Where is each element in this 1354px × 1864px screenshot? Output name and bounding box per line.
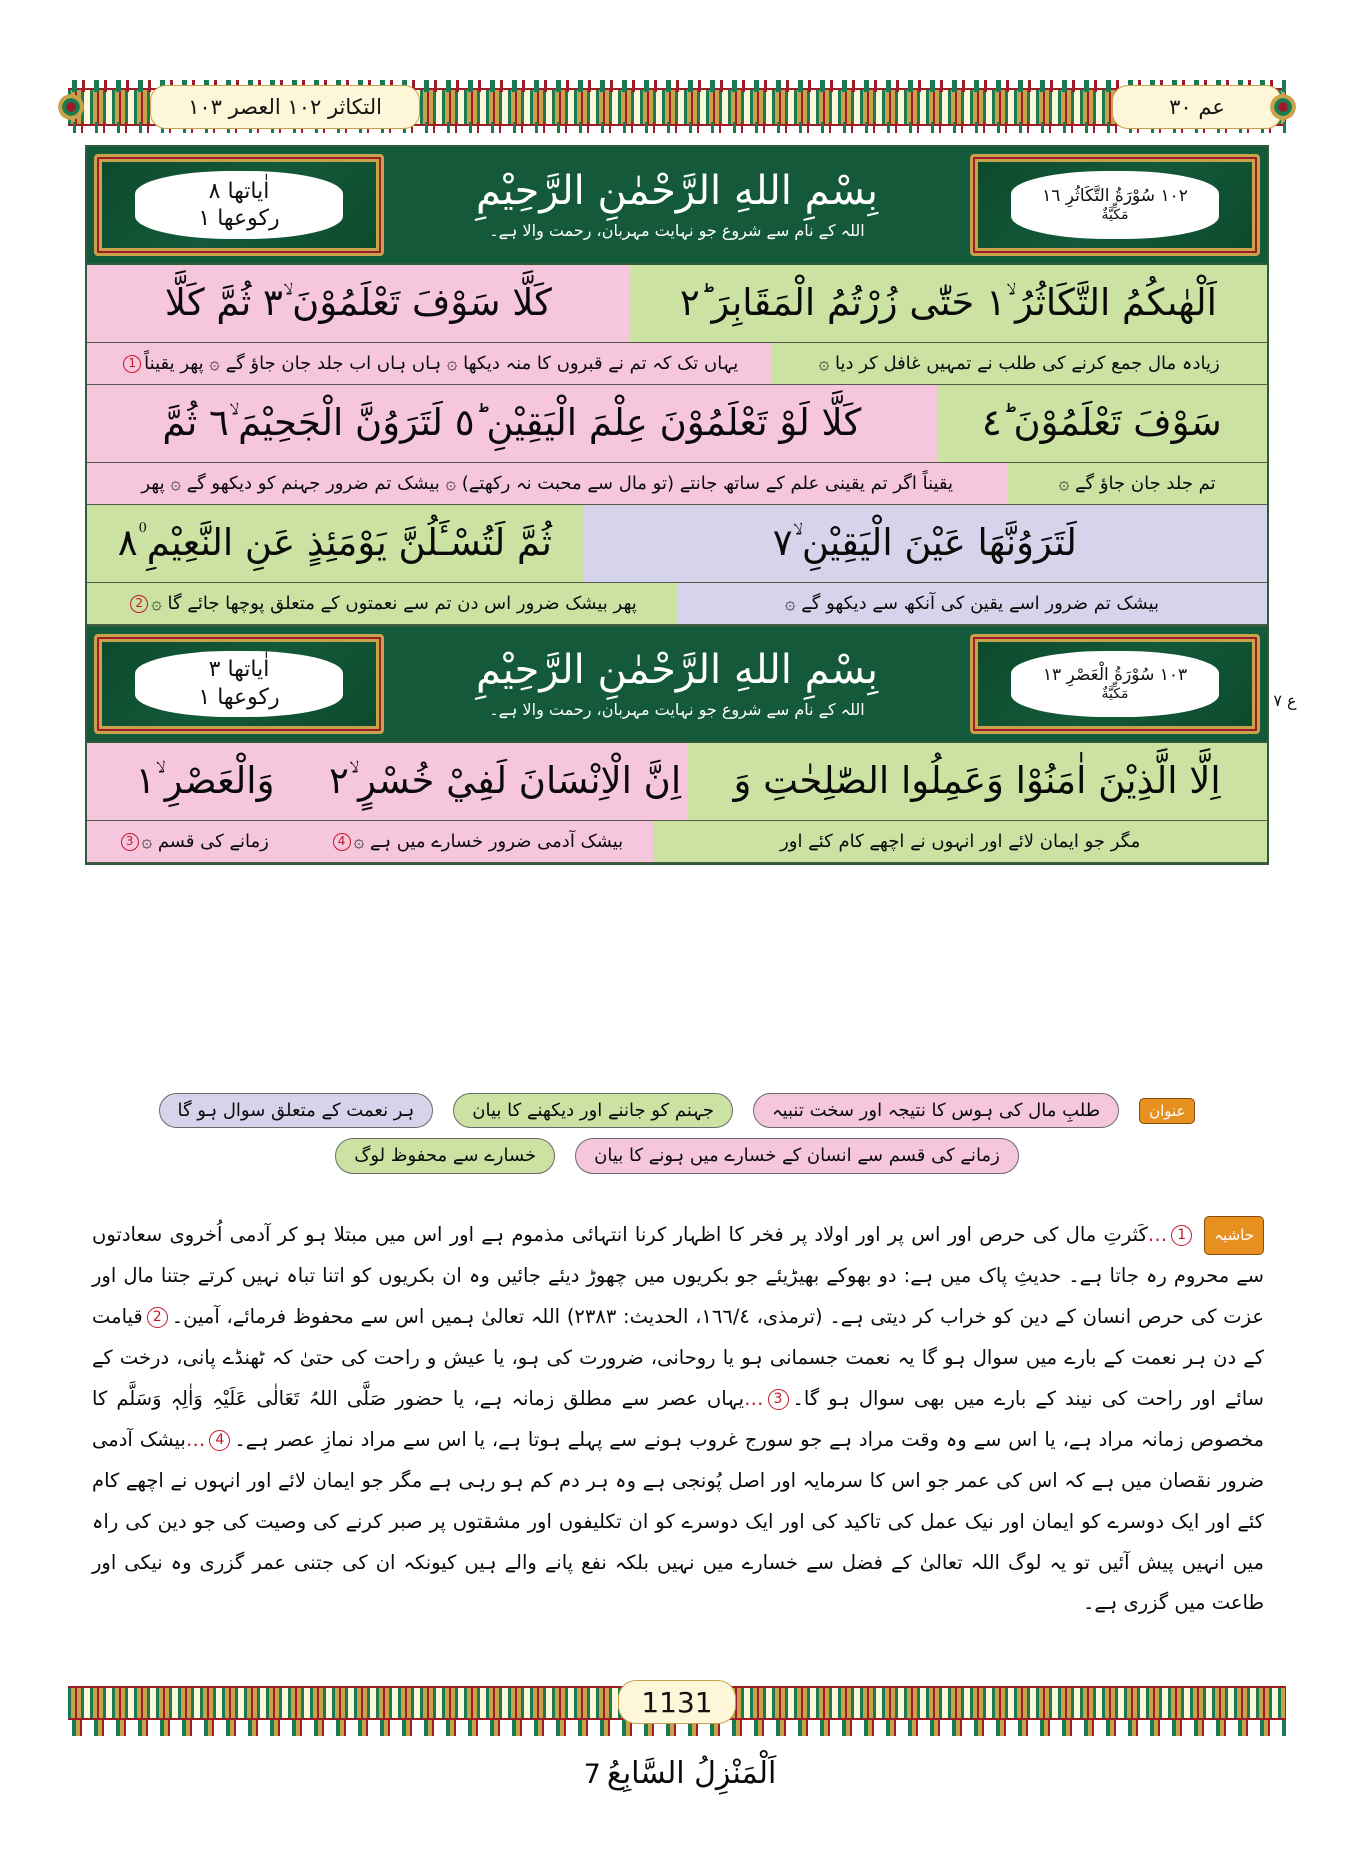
- ayah-arabic-text: لَتَرَوُنَّهَا عَيْنَ الْيَقِيْنِ ۙ٧: [772, 521, 1077, 565]
- translation-text: تم جلد جان جاؤ گے ۞: [1058, 472, 1216, 494]
- footnote-dots: …: [185, 1427, 206, 1451]
- translation-segment: [653, 821, 1267, 862]
- surah-102-ayah-count: اٰیاتھا ٨: [208, 178, 270, 204]
- surah-102-bismillah-urdu: اللہ کے نام سے شروع جو نہایت مہربان، رحمت والا ہے۔: [489, 220, 865, 240]
- footnote-text: یہاں عصر سے مطلق زمانہ ہے، یا حضور صَلَّی اللہُ تَعَالٰی عَلَیْہِ وَاٰلِہٖ وَسَلَّم کا مخصوص زمانہ مراد ہے، یا اس سے وہ وقت مراد ہے جو سورج غروب ہونے سے پہلے ہوتا ہے، یا اس سے مراد نمازِ عصر ہے۔: [92, 1386, 1264, 1451]
- header-para-number-text: عم ٣٠: [1169, 95, 1225, 119]
- translation-text: زیادہ مال جمع کرنے کی طلب نے تمہیں غافل کر دیا ۞: [818, 352, 1220, 374]
- topic-pill[interactable]: جہنم کو جاننے اور دیکھنے کا بیان: [453, 1093, 733, 1128]
- hashiya-tag: حاشیہ: [1204, 1216, 1264, 1256]
- translation-row: [87, 821, 1267, 863]
- ayah-arabic-segment: [937, 385, 1267, 462]
- ayah-arabic-text: اَلْهٰىكُمُ التَّكَاثُرُ ۙ١ حَتّٰى زُرْتُمُ الْمَقَابِرَ ؕ٢: [679, 281, 1217, 325]
- footnote-marker-1[interactable]: 1: [123, 355, 141, 373]
- footnote-dots: …: [744, 1386, 764, 1410]
- header-surah-names-text: التكاثر ١٠٢ العصر ١٠٣: [188, 95, 382, 119]
- topic-pill[interactable]: خسارے سے محفوظ لوگ: [335, 1138, 555, 1173]
- translation-segment: [1007, 463, 1267, 504]
- footnote-number[interactable]: 2: [147, 1307, 168, 1328]
- footnote-text: قیامت کے دن ہر نعمت کے بارے میں سوال ہو گا یہ نعمت جسمانی ہو یا روحانی، ضرورت کی ہو، یا عیش و راحت کی حتیٰ کہ ٹھنڈے پانی، درخت کے سائے اور راحت کی نیند کے بارے میں بھی سوال ہو گا۔: [92, 1304, 1264, 1410]
- ayah-row: [87, 385, 1267, 463]
- translation-segment: [771, 343, 1267, 384]
- ruku-marker: ع ٧: [1273, 691, 1297, 710]
- surah-102-banner: [87, 147, 1267, 265]
- ayah-row: [87, 505, 1267, 583]
- footnote-dots: …: [1147, 1223, 1168, 1246]
- translation-text: زمانے کی قسم ۞: [141, 830, 269, 852]
- topics-row-1: [85, 1093, 1269, 1128]
- surah-103-bismillah: [391, 627, 963, 741]
- manzil-number: 7: [583, 1759, 601, 1790]
- ayah-arabic-segment-first: [87, 743, 323, 820]
- ayah-arabic-text: سَوْفَ تَعْلَمُوْنَ ؕ٤: [981, 401, 1222, 445]
- quran-text-block: [85, 145, 1297, 865]
- surah-103-info-plate: [94, 634, 384, 734]
- translation-text: بیشک آدمی ضرور خسارے میں ہے ۞: [353, 830, 624, 852]
- page-number: 1131: [618, 1680, 736, 1724]
- surah-103-banner: [87, 625, 1267, 743]
- surah-102-ruku-count: رکوعھا ١: [198, 206, 280, 231]
- surah-103-revelation-type: مَكِّيَّةٌ: [1101, 685, 1129, 702]
- ayah-arabic-segment: [87, 265, 630, 342]
- ayah-arabic-text: وَالْعَصْرِ ۙ١: [135, 759, 275, 803]
- ayah-arabic-segment: [87, 385, 937, 462]
- ayah-arabic-text: اِنَّ الْاِنْسَانَ لَفِيْ خُسْرٍ ۙ٢: [329, 759, 682, 803]
- ayah-arabic-segment: [687, 743, 1267, 820]
- footnote-marker-2[interactable]: 2: [130, 595, 148, 613]
- translation-text: یقیناً اگر تم یقینی علم کے ساتھ جانتے (تو مال سے محبت نہ رکھتے) ۞ بیشک تم ضرور جہنم کو دیکھو گے ۞ پھر: [141, 472, 954, 494]
- topics-section: [85, 1093, 1269, 1174]
- translation-text: بیشک تم ضرور اسے یقین کی آنکھ سے دیکھو گے ۞: [784, 592, 1160, 614]
- footnote-number[interactable]: 4: [209, 1430, 230, 1451]
- surah-103-bismillah-arabic: بِسْمِ اللهِ الرَّحْمٰنِ الرَّحِيْمِ: [475, 646, 879, 693]
- ayah-arabic-text: ثُمَّ لَتُسْـَٔلُنَّ يَوْمَئِذٍ عَنِ النَّعِيْمِ ۠٨: [117, 521, 552, 565]
- ayah-arabic-text: كَلَّا لَوْ تَعْلَمُوْنَ عِلْمَ الْيَقِيْنِ ؕ٥ لَتَرَوُنَّ الْجَحِيْمَ ۙ٦ ثُمَّ: [162, 401, 862, 445]
- header-surah-names: [150, 85, 420, 129]
- translation-row: [87, 463, 1267, 505]
- surah-103-bismillah-urdu: اللہ کے نام سے شروع جو نہایت مہربان، رحمت والا ہے۔: [489, 699, 865, 719]
- footnote-text: کَثرتِ مال کی حرص اور اس پر اور اولاد پر فخر کا اظہار کرنا انتہائی مذموم ہے اور اس میں مبتلا ہو کر آدمی اُخروی سعادتوں سے محروم رہ جاتا ہے۔ حدیثِ پاک میں ہے: دو بھوکے بھیڑیئے جو بکریوں میں چھوڑ دیئے جائیں وہ ان بکریوں کو اتنا تباہ نہیں کرتے جتنا مال اور عزت کی حرص انسان کے دین کو خراب کر دیتی ہے۔ (ترمذی، ١٦٦/٤، الحدیث: ٢٣٨٣) اللہ تعالیٰ ہمیں اس سے محفوظ فرمائے، آمین۔: [92, 1223, 1264, 1328]
- ayah-row: [87, 743, 1267, 821]
- manzil-text: اَلْمَنْزِلُ السَّابِعُ: [606, 1756, 777, 1791]
- surah-102-name: ١٠٢ سُوْرَةُ التَّكَاثُرِ ١٦: [1042, 185, 1188, 206]
- translation-segment: [87, 583, 677, 624]
- surah-103-ayah-count: اٰیاتھا ٣: [208, 657, 270, 683]
- footnote-marker-3[interactable]: 3: [121, 833, 139, 851]
- translation-text: مگر جو ایمان لائے اور انہوں نے اچھے کام کئے اور: [780, 830, 1141, 852]
- topics-row-2: [85, 1138, 1269, 1173]
- translation-segment: [87, 343, 771, 384]
- translation-segment: [677, 583, 1267, 624]
- surah-103-name: ١٠٣ سُوْرَةُ الْعَصْرِ ١٣: [1042, 664, 1188, 685]
- rosette-icon-top-left: [58, 94, 84, 120]
- topic-pill[interactable]: طلبِ مال کی ہوس کا نتیجہ اور سخت تنبیہ: [753, 1093, 1119, 1128]
- manzil-label: [578, 1756, 777, 1791]
- ayah-arabic-segment: [87, 505, 583, 582]
- surah-102-bismillah-arabic: بِسْمِ اللهِ الرَّحْمٰنِ الرَّحِيْمِ: [475, 167, 879, 214]
- topic-pill[interactable]: ہر نعمت کے متعلق سوال ہو گا: [159, 1093, 434, 1128]
- surah-103-name-plate: [970, 634, 1260, 734]
- surah-102-bismillah: [391, 147, 963, 263]
- ayah-arabic-text: كَلَّا سَوْفَ تَعْلَمُوْنَ ۙ٣ ثُمَّ كَلَّا: [164, 281, 552, 325]
- footnote-number[interactable]: 3: [768, 1389, 789, 1410]
- ayah-arabic-text: اِلَّا الَّذِيْنَ اٰمَنُوْا وَعَمِلُوا الصّٰلِحٰتِ وَ: [733, 759, 1221, 803]
- translation-segment: [299, 821, 653, 862]
- translation-segment-first: [87, 821, 299, 862]
- translation-row: [87, 583, 1267, 625]
- ayah-arabic-segment: [583, 505, 1267, 582]
- footnote-text: بیشک آدمی ضرور نقصان میں ہے کہ اس کی عمر جو اس کا سرمایہ اور اصل پُونجی ہے وہ ہر دم کم ہو رہی ہے مگر جو ایمان لائے اور انہوں نے اچھے کام کئے اور ایک دوسرے کو ایمان اور نیک عمل کی تاکید کی اور ایک دوسرے کو ان تکلیفوں اور مشقتوں پر صبر کرنے کی وصیت کی جو دین کی راہ میں انہیں پیش آئیں تو یہ لوگ اللہ تعالیٰ کے فضل سے خسارے میں نہیں بلکہ نفع پانے والے ہیں کیونکہ ان کی جتنی عمر گزری وہ نیکی اور طاعت میں گزری ہے۔: [92, 1427, 1264, 1615]
- rosette-icon-top-right: [1270, 94, 1296, 120]
- translation-segment: [87, 463, 1007, 504]
- ayah-arabic-segment: [323, 743, 687, 820]
- surah-102-info-plate: [94, 154, 384, 256]
- surah-102-name-plate: [970, 154, 1260, 256]
- surah-102-revelation-type: مَكِّيَّةٌ: [1101, 206, 1129, 223]
- surah-103-ruku-count: رکوعھا ١: [198, 684, 280, 710]
- ayah-arabic-segment: [630, 265, 1267, 342]
- translation-text: پھر بیشک ضرور اس دن تم سے نعمتوں کے متعلق پوچھا جائے گا ۞: [151, 592, 637, 614]
- topic-pill[interactable]: زمانے کی قسم سے انسان کے خسارے میں ہونے کا بیان: [575, 1138, 1019, 1173]
- header-para-number: [1112, 85, 1282, 129]
- footnotes-section: [92, 1215, 1264, 1624]
- ayah-row: [87, 265, 1267, 343]
- translation-text: یہاں تک کہ تم نے قبروں کا منہ دیکھا ۞ ہاں ہاں اب جلد جان جاؤ گے ۞ پھر یقیناً: [144, 352, 739, 374]
- unwan-tag: عنوان: [1139, 1098, 1195, 1124]
- footnote-number[interactable]: 1: [1171, 1225, 1192, 1246]
- footnote-marker-4[interactable]: 4: [333, 833, 351, 851]
- translation-row: [87, 343, 1267, 385]
